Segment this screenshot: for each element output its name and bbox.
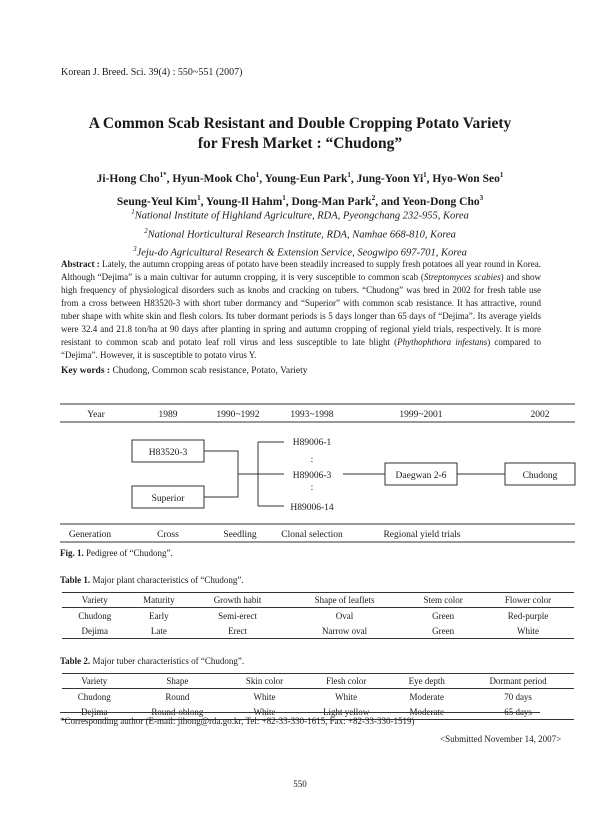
year-1989: 1989 bbox=[158, 410, 178, 420]
author-affiliation-mark: 1* bbox=[159, 171, 167, 179]
year-1993-1998: 1993~1998 bbox=[290, 410, 334, 420]
table-cell: Round-oblong bbox=[127, 704, 229, 720]
table-cell: White bbox=[335, 691, 358, 702]
selection-daegwan: Daegwan 2-6 bbox=[395, 471, 447, 481]
author-affiliation-mark: 1 bbox=[499, 171, 504, 179]
table-cell: Green bbox=[404, 623, 482, 639]
table2-caption-text: Major tuber characteristics of “Chudong”. bbox=[90, 656, 245, 666]
author-affiliation-mark: 1 bbox=[347, 171, 351, 179]
line-h89006-3: H89006-3 bbox=[292, 471, 332, 481]
plant-characteristics-table bbox=[62, 592, 574, 639]
table2-caption bbox=[60, 656, 244, 666]
stage-generation: Generation bbox=[68, 530, 112, 540]
author-name: Young-Il Hahm bbox=[205, 195, 283, 208]
table-cell: Dejima bbox=[62, 623, 128, 639]
table-cell: Red-purple bbox=[507, 610, 549, 621]
affiliation-line bbox=[0, 205, 600, 224]
keywords bbox=[61, 366, 308, 376]
table-header-cell: Maturity bbox=[128, 593, 191, 608]
submitted-date: <Submitted November 14, 2007> bbox=[440, 734, 562, 744]
figure-caption bbox=[60, 548, 173, 558]
corresponding-author-footnote: *Corresponding author (E-mail: jihong@rda.go.kr, Tel: +82-33-330-1615, Fax: +82-33-330-1519) bbox=[60, 716, 415, 726]
author-affiliation-mark: 3 bbox=[479, 193, 484, 202]
line-dots-1: : bbox=[310, 455, 314, 465]
table-cell: Round bbox=[165, 691, 190, 702]
table-cell: Late bbox=[128, 623, 191, 639]
table2-label: Table 2. bbox=[60, 656, 91, 666]
year-label: Year bbox=[87, 410, 105, 420]
author-name: Ji-Hong Cho bbox=[96, 172, 160, 185]
stage-regional-yield-trials: Regional yield trials bbox=[383, 530, 461, 540]
affiliation-line bbox=[0, 224, 600, 243]
table-header-cell: Skin color bbox=[228, 674, 301, 689]
table-header-cell: Shape bbox=[127, 674, 229, 689]
stage-cross: Cross bbox=[157, 530, 179, 540]
table-cell: Erect bbox=[190, 623, 285, 639]
footnote-rule bbox=[60, 712, 540, 713]
table-header-cell: Eye depth bbox=[391, 674, 462, 689]
figure-caption-text: Pedigree of “Chudong”. bbox=[83, 548, 173, 558]
abstract bbox=[61, 258, 541, 362]
abstract-text-2: ) and show high frequency of physiological disorders such as knobs and cracking on tubers. “Chudong” was bred in 2002 for fresh table use from a cross between H83520-3 with short tuber dormancy and “Superior” with common scab resistance. It has attractive, round tuber shape with white skin and flesh colors. Its tuber dormant periods is 5 days longer than 65 days of “Dejima”. Its average yields were 32.4 and 21.8 ton/ha at 90 days after planting in spring and autumn cropping of regional yield trials, respectively. It is more resistant to common scab and potato leaf roll virus and less susceptible to late blight ( bbox=[61, 272, 541, 347]
year-2002: 2002 bbox=[530, 410, 550, 420]
year-1999-2001: 1999~2001 bbox=[399, 410, 443, 420]
table-header-cell: Flesh color bbox=[301, 674, 391, 689]
affiliation-number: 1 bbox=[131, 208, 135, 216]
table-cell: Dejima bbox=[62, 704, 127, 720]
author-affiliation-mark: 1 bbox=[255, 171, 260, 179]
table-header-cell: Stem color bbox=[404, 593, 482, 608]
affiliation-text: National Horticultural Research Institute, RDA, Namhae 668-810, Korea bbox=[147, 229, 456, 240]
abstract-text-1: Lately, the autumn cropping areas of potato have been steadily increased to supply fresh potatoes all year round in Korea. Although “Dejima” is a main cultivar for autumn cropping, it is very susceptible to common scab ( bbox=[61, 259, 541, 282]
author-affiliation-mark: 1 bbox=[197, 193, 201, 202]
table-header-cell: Dormant period bbox=[462, 674, 574, 689]
paper-title bbox=[0, 114, 600, 154]
table-cell: Light yellow bbox=[301, 704, 391, 720]
author-affiliation-mark: 1 bbox=[423, 171, 427, 179]
table-header-cell: Variety bbox=[62, 674, 127, 689]
author-name: Young-Eun Park bbox=[264, 172, 348, 185]
page-number: 550 bbox=[293, 779, 307, 789]
table-row bbox=[62, 623, 574, 639]
table-cell: White bbox=[253, 691, 276, 702]
parent-h83520-3: H83520-3 bbox=[148, 448, 188, 458]
line-h89006-14: H89006-14 bbox=[290, 503, 334, 513]
year-1990-1992: 1990~1992 bbox=[216, 410, 260, 420]
line-h89006-1: H89006-1 bbox=[292, 438, 332, 448]
table-row bbox=[62, 689, 574, 705]
table-header-cell: Flower color bbox=[482, 593, 574, 608]
table-cell: Chudong bbox=[78, 610, 112, 621]
variety-chudong: Chudong bbox=[522, 471, 558, 481]
table-header-cell: Growth habit bbox=[190, 593, 285, 608]
table-header-cell: Variety bbox=[62, 593, 128, 608]
table-cell: Chudong bbox=[77, 691, 111, 702]
author-name: Hyo-Won Seo bbox=[432, 172, 500, 185]
affiliation-number: 3 bbox=[133, 245, 137, 253]
author-affiliation-mark: 1 bbox=[282, 193, 286, 202]
abstract-text-3: ) compared to “Dejima”. However, it is susceptible to potato virus Y. bbox=[61, 337, 542, 360]
line-dots-2: : bbox=[310, 483, 314, 493]
author-name: Dong-Man Park bbox=[291, 195, 372, 208]
author-line-1: Ji-Hong Cho$^{1*}$, Hyun-Mook Cho$^1$, Young-Eun Park$^1$, Jung-Yoon Yi$^1$, Hyo-Won Seo$^1$ bbox=[96, 171, 504, 185]
author-name: Hyun-Mook Cho bbox=[172, 172, 256, 185]
stage-clonal-selection: Clonal selection bbox=[281, 530, 343, 540]
title-line-2: for Fresh Market : “Chudong” bbox=[197, 135, 403, 152]
table-cell: White bbox=[482, 623, 574, 639]
affiliation-list bbox=[0, 205, 600, 261]
table-cell: Narrow oval bbox=[285, 623, 404, 639]
table1-caption-text: Major plant characteristics of “Chudong”. bbox=[90, 575, 244, 585]
keywords-text: Chudong, Common scab resistance, Potato, Variety bbox=[110, 366, 308, 376]
table-row bbox=[62, 608, 574, 624]
stage-seedling: Seedling bbox=[223, 530, 257, 540]
table-cell: Moderate bbox=[409, 691, 444, 702]
table-cell: Early bbox=[149, 610, 169, 621]
table-cell: Semi-erect bbox=[218, 610, 258, 621]
table-cell: Moderate bbox=[391, 704, 462, 720]
keywords-label: Key words : bbox=[61, 366, 111, 376]
pedigree-diagram bbox=[60, 400, 580, 545]
affiliation-text: Jeju-do Agricultural Research & Extension Service, Seogwipo 697-701, Korea bbox=[136, 247, 467, 259]
figure-label: Fig. 1. bbox=[60, 548, 84, 558]
journal-citation: Korean J. Breed. Sci. 39(4) : 550~551 (2007) bbox=[61, 67, 243, 78]
title-line-1: A Common Scab Resistant and Double Cropping Potato Variety bbox=[88, 115, 512, 132]
affiliation-text: National Institute of Highland Agriculture, RDA, Pyeongchang 232-955, Korea bbox=[134, 210, 469, 222]
affiliation-number: 2 bbox=[144, 226, 148, 235]
abstract-italic-2: Phythophthora infestans bbox=[397, 337, 488, 347]
author-name: Jung-Yoon Yi bbox=[356, 172, 424, 185]
table-cell: 70 days bbox=[504, 691, 532, 702]
table1-caption bbox=[60, 575, 244, 585]
table-cell: Oval bbox=[335, 610, 354, 621]
table-header-cell: Shape of leaflets bbox=[285, 593, 404, 608]
abstract-italic-1: Streptomyces scabies bbox=[423, 272, 501, 282]
author-name: Seung-Yeul Kim bbox=[116, 195, 198, 208]
author-affiliation-mark: 2 bbox=[371, 193, 376, 202]
table1-label: Table 1. bbox=[60, 575, 91, 585]
table-cell: White bbox=[228, 704, 301, 720]
parent-superior: Superior bbox=[151, 494, 185, 504]
author-line-2: Seung-Yeul Kim$^1$, Young-Il Hahm$^1$, Dong-Man Park$^2$, and Yeon-Dong Cho$^3$ bbox=[116, 193, 484, 208]
table-cell: 65 days bbox=[462, 704, 574, 720]
table-cell: Green bbox=[432, 610, 455, 621]
cross-connector bbox=[204, 451, 238, 497]
author-name: Yeon-Dong Cho bbox=[401, 195, 480, 208]
abstract-label: Abstract : bbox=[61, 259, 100, 269]
